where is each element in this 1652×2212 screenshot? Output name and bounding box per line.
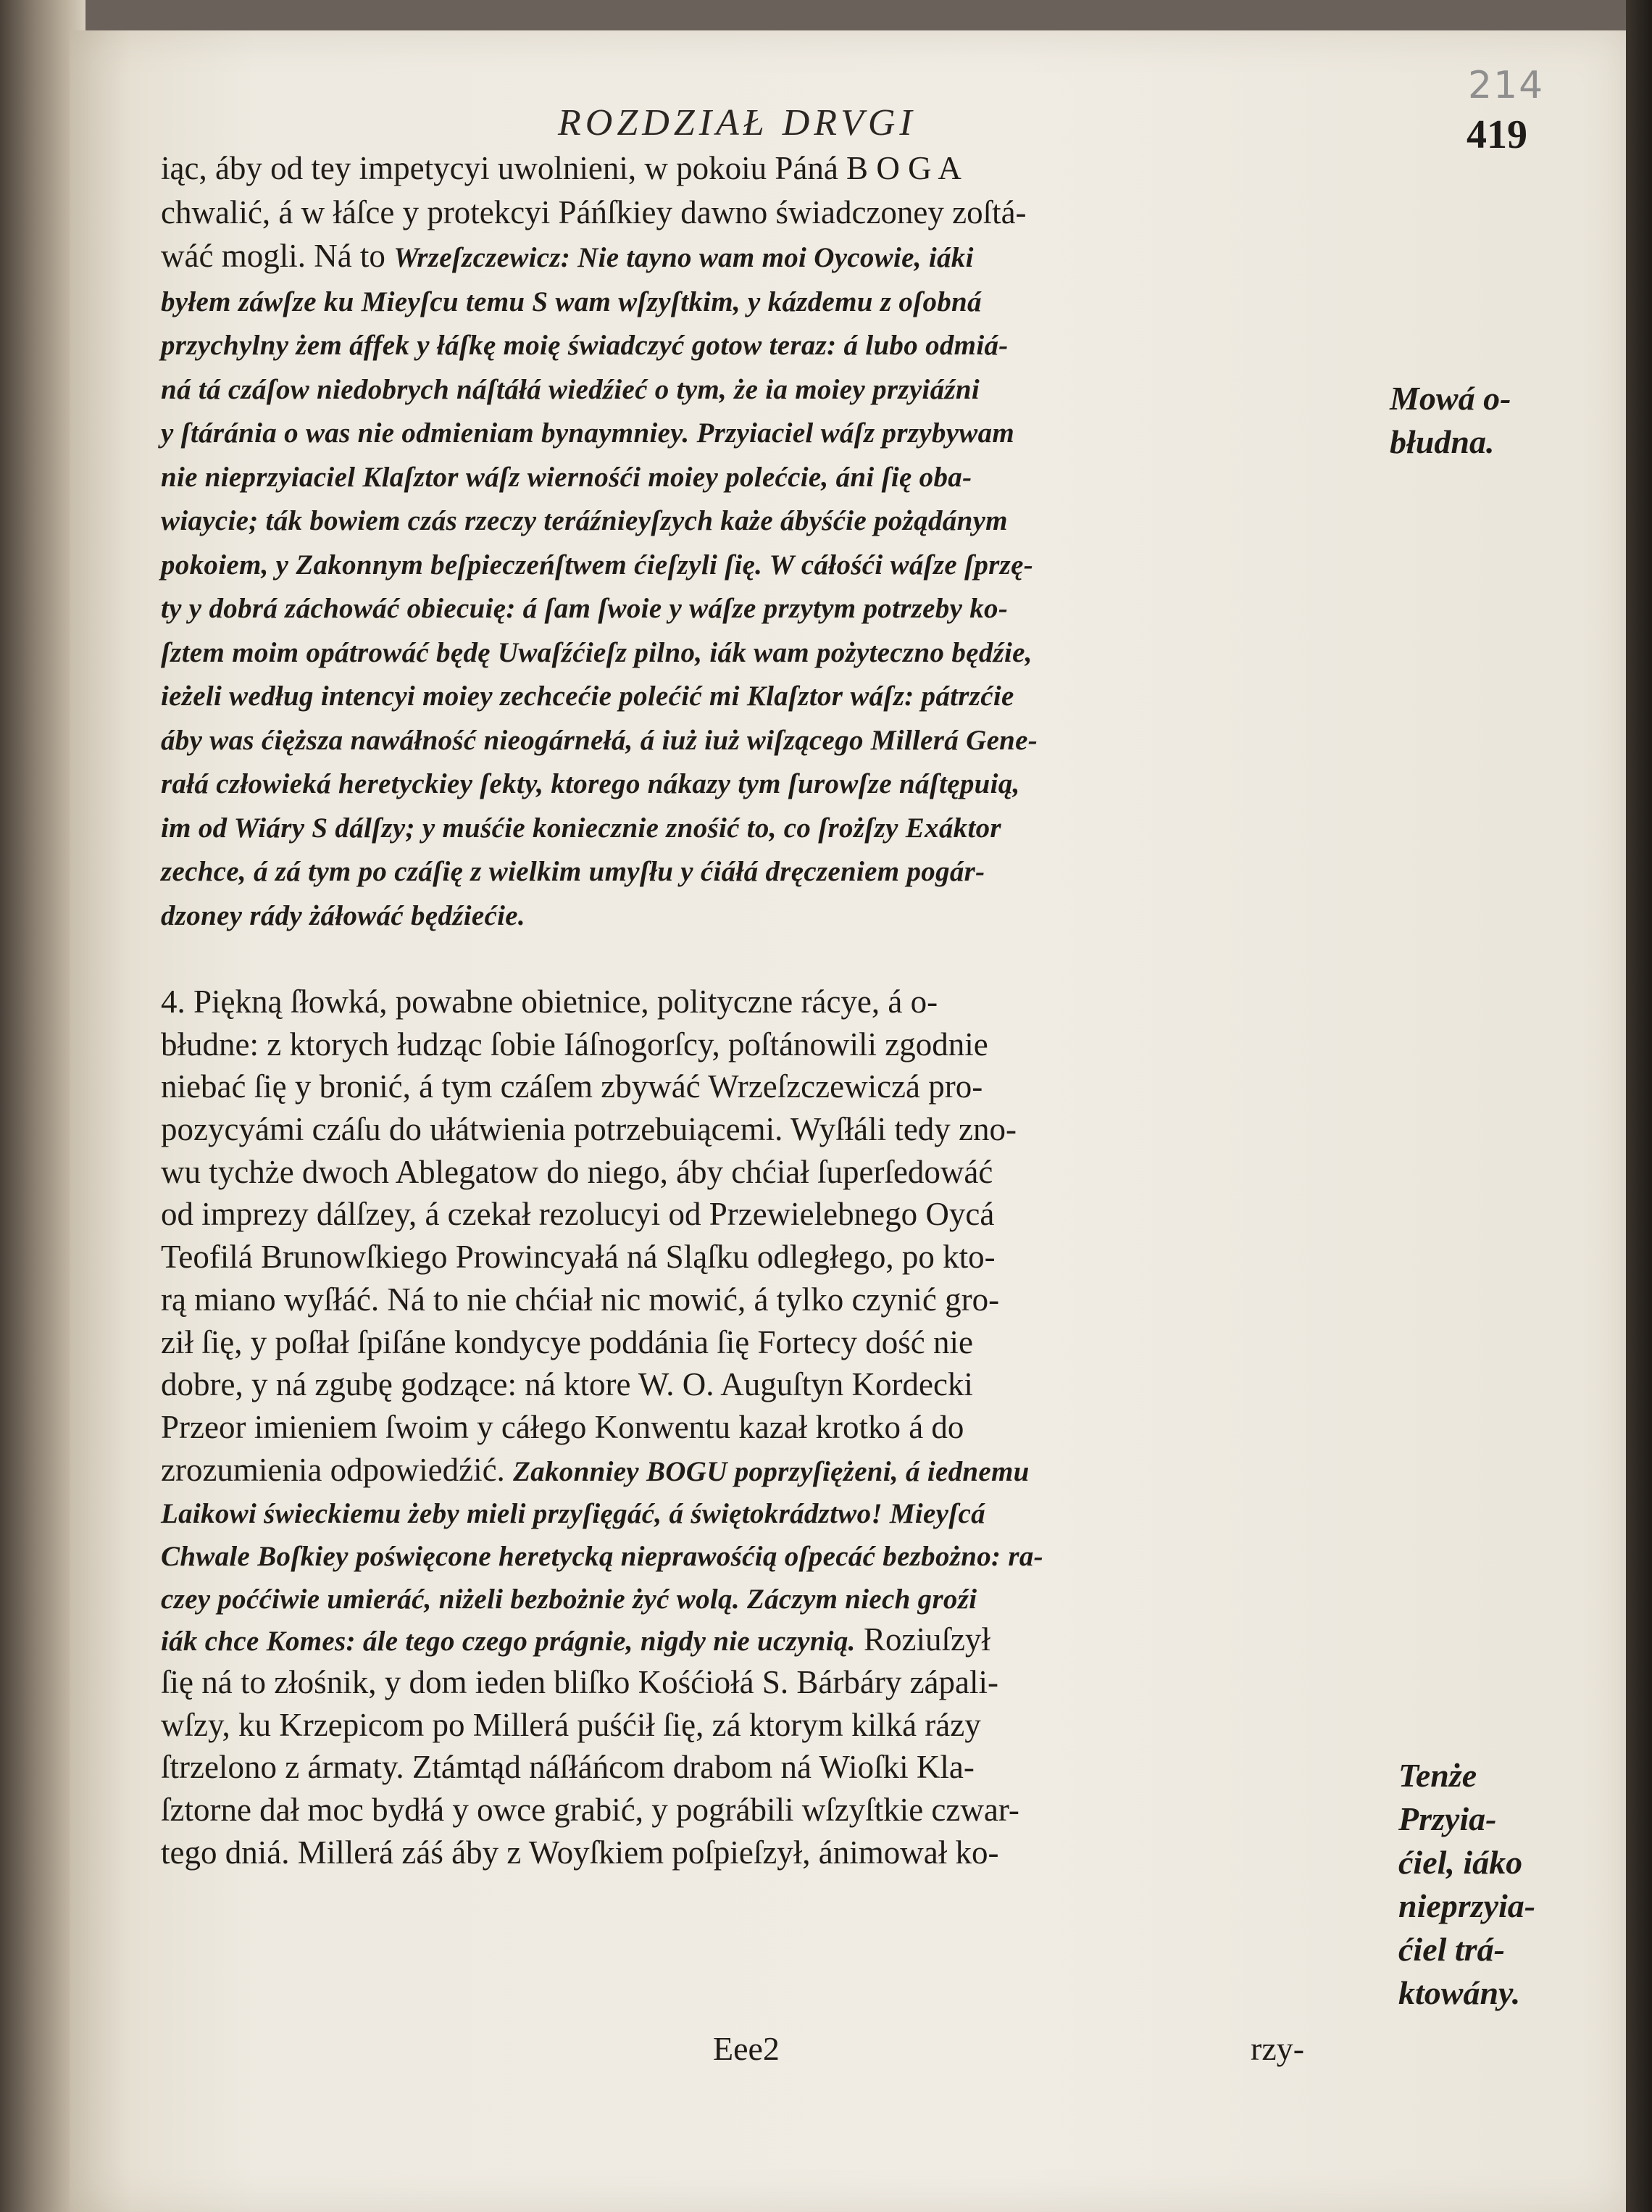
paragraph-2: [161, 981, 1375, 1874]
text-line: [161, 1363, 1375, 1406]
roman-text: Roziuſzył: [855, 1621, 990, 1658]
text-line: [161, 541, 1375, 586]
italic-text: przychylny żem áffek y łáſkę moię świadczyć gotow teraz: á lubo odmiá-: [161, 330, 1009, 361]
roman-text: ſztorne dał moc bydłá y owce grabić, y pográbili wſzyſtkie czwar-: [161, 1792, 1019, 1829]
italic-text: Chwale Boſkiey poświęcone heretycką nieprawośćią oſpecáć bezbożno: ra-: [161, 1540, 1043, 1572]
margin-note-line: Tenże: [1398, 1757, 1477, 1794]
text-line: [161, 1704, 1375, 1747]
italic-text: czey poććiwie umieráć, niżeli bezbożnie żyć wolą. Záczym niech groźi: [161, 1583, 977, 1615]
text-line: [161, 1491, 1375, 1534]
text-line: [161, 322, 1375, 366]
italic-text: Laikowi świeckiemu żeby mieli przyſięgáć, á świętokrádztwo! Mieyſcá: [161, 1498, 985, 1530]
text-line: [161, 146, 1375, 191]
roman-text: chwalić, á w łáſce y protekcyi Páńſkiey dawno świadczoney zoſtá-: [161, 194, 1027, 230]
roman-text: niebać ſię y bronić, á tym czáſem zbywáć Wrzeſzczewiczá pro-: [161, 1068, 983, 1105]
italic-text: ná tá czáſow niedobrych náſtáłá wiedźieć o tym, że ia moiey przyiáźni: [161, 373, 980, 405]
italic-text: ſztem moim opátrowáć będę Uwaſźćieſz pilno, iák wam pożyteczno będźie,: [161, 636, 1032, 668]
page-number: 419: [1467, 112, 1527, 157]
margin-note-2: [1398, 1754, 1565, 2015]
text-line: [161, 717, 1375, 761]
italic-text: Zakonniey BOGU poprzyſiężeni, á iednemu: [513, 1455, 1030, 1487]
text-line: [161, 1576, 1375, 1619]
italic-text: dzoney rády żáłowáć będźiećie.: [161, 899, 525, 931]
text-line: [161, 1023, 1375, 1066]
italic-text: ty y dobrá záchowáć obiecuię: á ſam ſwoie y wáſze przytym potrzeby ko-: [161, 593, 1009, 624]
text-line: [161, 1108, 1375, 1151]
text-line: [161, 409, 1375, 454]
italic-text: y ſtáránia o was nie odmieniam bynaymniey. Przyiaciel wáſz przybywam: [161, 417, 1015, 449]
italic-text: nie nieprzyiaciel Klaſztor wáſz wiernośći moiey polećcie, áni ſię oba-: [161, 461, 972, 493]
text-line: [161, 673, 1375, 717]
text-line: [161, 1065, 1375, 1108]
text-line: [161, 1449, 1375, 1492]
italic-text: áby was ćięższa nawáłność nieogárnełá, á iuż iuż wiſzącego Millerá Gene-: [161, 724, 1038, 756]
margin-note-line: ćiel trá-: [1398, 1931, 1505, 1968]
italic-text: ieżeli według intencyi moiey zechcećie polećić mi Klaſztor wáſz: pátrzćie: [161, 681, 1014, 712]
catchword: rzy-: [1251, 2030, 1305, 2067]
text-line: [161, 848, 1375, 892]
text-line: [161, 1831, 1375, 1874]
text-line: [161, 1618, 1375, 1661]
margin-note-1: [1390, 377, 1549, 464]
margin-note-line: Mowá o-: [1390, 380, 1511, 417]
text-line: [161, 278, 1375, 323]
text-line: [161, 1278, 1375, 1321]
italic-text: Wrzeſzczewicz: Nie tayno wam moi Oycowie, iáki: [393, 242, 974, 273]
text-line: [161, 1321, 1375, 1364]
roman-text: ſię ná to złośnik, y dom ieden bliſko Kośćiołá S. Bárbáry zápali-: [161, 1664, 998, 1700]
page-edge-shadow: [1626, 0, 1652, 2212]
text-line: [161, 1789, 1375, 1831]
text-line: [161, 629, 1375, 673]
paragraph-1: [161, 146, 1375, 936]
signature-mark: Eee2: [713, 2030, 780, 2067]
handwritten-folio-number: 214: [1468, 64, 1545, 107]
text-line: [161, 804, 1375, 849]
italic-text: rałá człowieká heretyckiey ſekty, ktorego nákazy tym ſurowſze náſtępuią,: [161, 768, 1020, 799]
text-line: [161, 760, 1375, 804]
text-line: [161, 366, 1375, 410]
margin-note-line: ktowány.: [1398, 1974, 1521, 2011]
running-head: ROZDZIAŁ DRVGI: [558, 102, 917, 144]
roman-text: Teofilá Brunowſkiego Prowincyałá ná Sląſku odległego, po kto-: [161, 1239, 996, 1276]
roman-text: dobre, y ná zgubę godzące: ná ktore W. O. Auguſtyn Kordecki: [161, 1366, 973, 1403]
italic-text: byłem záwſze ku Mieyſcu temu S wam wſzyſtkim, y kázdemu z oſobná: [161, 286, 982, 317]
italic-text: zechce, á zá tym po czáſię z wielkim umyſłu y ćiáłá dręczeniem pogár-: [161, 856, 985, 887]
italic-text: im od Wiáry S dálſzy; y muśćie koniecznie znośić to, co ſrożſzy Exáktor: [161, 812, 1001, 844]
margin-note-line: błudna.: [1390, 423, 1495, 460]
roman-text: błudne: z ktorych łudząc ſobie Iáſnogorſcy, poſtánowili zgodnie: [161, 1026, 988, 1063]
roman-text: tego dniá. Millerá záś áby z Woyſkiem poſpieſzył, ánimował ko-: [161, 1834, 999, 1871]
roman-text: wſzy, ku Krzepicom po Millerá puśćił ſię, zá ktorym kilká rázy: [161, 1706, 981, 1743]
roman-text: ſtrzelono z ármaty. Ztámtąd náſłáńcom drabom ná Wioſki Kla-: [161, 1749, 975, 1786]
roman-text: 4. Piękną ſłowká, powabne obietnice, polityczne rácye, á o-: [161, 984, 938, 1020]
text-line: [161, 1661, 1375, 1704]
italic-text: iák chce Komes: ále tego czego prágnie, nigdy nie uczynią.: [161, 1626, 856, 1658]
text-line: [161, 585, 1375, 629]
text-line: [161, 1746, 1375, 1789]
text-line: [161, 892, 1375, 936]
text-line: [161, 1236, 1375, 1278]
roman-text: ził ſię, y poſłał ſpiſáne kondycye poddánia ſię Fortecy dość nie: [161, 1323, 973, 1360]
italic-text: wiaycie; ták bowiem czás rzeczy teráźnieyſzych każe ábyśćie pożądánym: [161, 505, 1008, 536]
roman-text: wáć mogli. Ná to: [161, 238, 394, 274]
text-line: [161, 981, 1375, 1023]
text-line: [161, 497, 1375, 541]
roman-text: Przeor imieniem ſwoim y cáłego Konwentu kazał krotko á do: [161, 1408, 964, 1445]
main-text-block: [161, 146, 1375, 1874]
roman-text: rą miano wyſłáć. Ná to nie chćiał nic mowić, á tylko czynić gro-: [161, 1281, 1000, 1318]
margin-note-line: ćiel, iáko: [1398, 1844, 1523, 1881]
italic-text: pokoiem, y Zakonnym beſpieczeńſtwem ćieſzyli ſię. W cáłośći wáſze ſprzę-: [161, 549, 1033, 581]
text-line: [161, 454, 1375, 498]
roman-text: od imprezy dálſzey, á czekał rezolucyi od Przewielebnego Oycá: [161, 1196, 995, 1233]
roman-text: iąc, áby od tey impetycyi uwolnieni, w pokoiu Páná B O G A: [161, 150, 961, 186]
roman-text: pozycyámi czáſu do ułátwienia potrzebuiącemi. Wyſłáli tedy zno-: [161, 1111, 1017, 1148]
text-line: [161, 1193, 1375, 1236]
text-line: [161, 1151, 1375, 1194]
text-line: [161, 191, 1375, 235]
margin-note-line: nieprzyia-: [1398, 1887, 1536, 1924]
text-line: [161, 1406, 1375, 1449]
margin-note-line: Przyia-: [1398, 1800, 1497, 1837]
roman-text: zrozumienia odpowiedźić.: [161, 1451, 514, 1488]
paragraph-gap: [161, 936, 1375, 981]
text-line: [161, 1534, 1375, 1576]
roman-text: wu tychże dwoch Ablegatow do niego, áby chćiał ſuperſedowáć: [161, 1153, 993, 1190]
text-line: [161, 234, 1375, 278]
